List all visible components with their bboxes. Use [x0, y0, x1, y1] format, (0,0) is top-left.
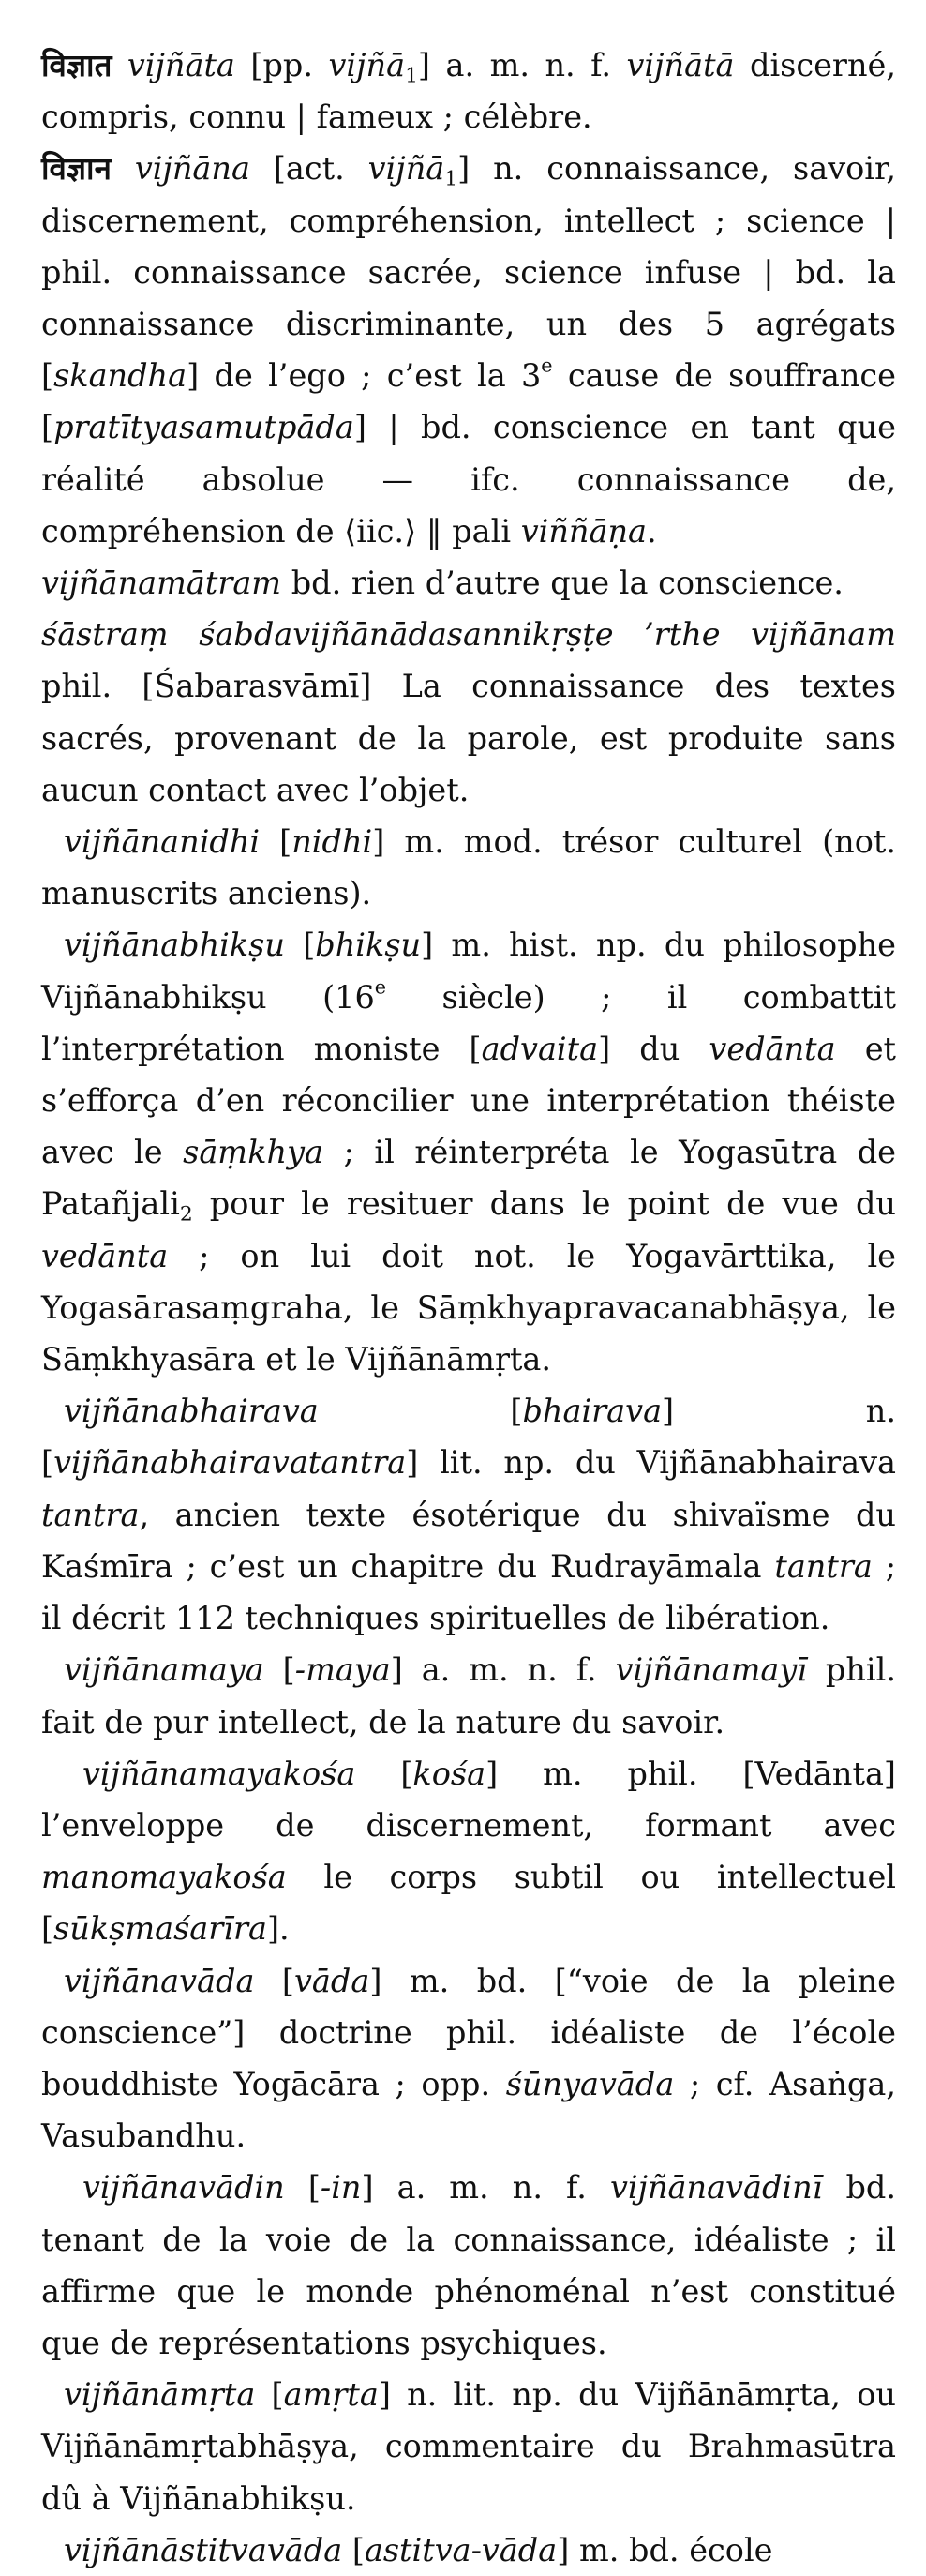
definition-text: ; il réinterpréta le Yogasūtra de Patañjali	[41, 1134, 896, 1223]
feminine-form: vijñātā	[626, 47, 735, 83]
sanskrit-term: advaita	[481, 1030, 599, 1067]
sanskrit-term: śūnyavāda	[505, 2065, 675, 2102]
sanskrit-term: sūkṣmaśarīra	[53, 1910, 267, 1948]
entry-vijnanamrta	[41, 2369, 896, 2524]
entry-vijnanastitvavada	[41, 2524, 896, 2576]
entry-vijnana	[41, 143, 896, 557]
definition-text: [	[254, 1962, 294, 1999]
headword: vijñānanidhi	[64, 823, 261, 861]
devanagari-headword: विज्ञात	[41, 47, 112, 83]
headword: vijñānabhikṣu	[64, 926, 285, 964]
definition-text: le corps subtil ou intellectuel [	[41, 1859, 896, 1948]
definition-text: .	[647, 512, 657, 550]
sanskrit-term: pratītyasamutpāda	[53, 409, 354, 446]
definition-text: [	[318, 1393, 523, 1430]
definition-text: ] n. lit. np. du Vijñānāmṛta, ou Vijñānāmṛtabhāṣya, commentaire du Brahmasūtra dû à Vijñānabhikṣu.	[41, 2376, 896, 2517]
etymology-ref: -in	[320, 2169, 362, 2207]
definition-text: ] m. bd. école	[557, 2531, 773, 2568]
definition-text: et s’efforça d’en réconcilier une interprétation théiste avec le	[41, 1030, 896, 1171]
homonym-index: 2	[179, 1203, 193, 1227]
etymology-ref: vijñā	[367, 150, 445, 188]
definition-text: ] a. m. n. f.	[361, 2169, 610, 2207]
definition-text: ; il décrit 112 techniques spirituelles de libération.	[41, 1547, 896, 1637]
definition-text: ] a. m. n. f.	[390, 1651, 616, 1689]
etymology-ref: vijñānabhairavatantra	[53, 1444, 407, 1482]
headword: vijñāta	[127, 47, 235, 83]
etymology-ref: -maya	[294, 1651, 391, 1689]
definition-text: pour le resituer dans le point de vue du	[192, 1185, 896, 1223]
headword: vijñānabhairava	[64, 1393, 319, 1430]
quotation: śāstraṃ śabdavijñānādasannikṛṣṭe ’rthe vijñānam	[41, 616, 896, 654]
sanskrit-term: sāṃkhya	[183, 1134, 324, 1171]
definition-text: ; on lui doit not. le Yogavārttika, le Yogasārasaṃgraha, le Sāṃkhyapravacanabhāṣya, le Sāṃkhyasāra et le Vijñānāmṛta.	[41, 1237, 896, 1378]
entry-vijnanamaya	[41, 1644, 896, 1747]
pali-term: viññāṇa	[520, 512, 648, 550]
definition-text: ] a. m. n. f.	[417, 47, 627, 83]
definition-text: ] m. bd. [“voie de la pleine conscience”] doctrine phil. idéaliste de l’école bouddhiste Yogācāra ; opp.	[41, 1962, 896, 2102]
entry-vijnanavadin	[41, 2162, 896, 2369]
entry-vijnanavada	[41, 1955, 896, 2162]
etymology-ref: bhairava	[522, 1393, 663, 1430]
definition-text: [	[342, 2531, 365, 2568]
feminine-form: vijñānamayī	[615, 1651, 807, 1689]
definition-text: siècle) ; il combattit l’interprétation moniste [	[41, 978, 896, 1067]
definition-text: [	[355, 1755, 413, 1792]
headword: vijñānavāda	[64, 1962, 255, 1999]
definition-text: , ancien texte ésotérique du shivaïsme du Kaśmīra ; c’est un chapitre du Rudrayāmala	[41, 1496, 896, 1585]
entry-quotation	[41, 609, 896, 816]
feminine-form: vijñānavādinī	[609, 2169, 823, 2207]
entry-vijnanamayakosa	[41, 1748, 896, 1955]
definition-text: [pp.	[234, 47, 329, 83]
etymology-ref: bhikṣu	[315, 926, 422, 964]
definition-text: ] de l’ego ; c’est la 3	[187, 357, 542, 395]
definition-text: [	[260, 823, 292, 861]
entry-vijnata	[41, 39, 896, 143]
definition-text: ].	[266, 1910, 290, 1948]
definition-text: ; cf. Asaṅga, Vasubandhu.	[41, 2065, 896, 2155]
etymology-ref: vijñā	[328, 47, 406, 83]
definition-text: [	[284, 2169, 321, 2207]
definition-text: ] du	[598, 1030, 709, 1067]
entry-vijnanamatram	[41, 557, 896, 609]
definition-text: phil. fait de pur intellect, de la nature du savoir.	[41, 1651, 896, 1740]
etymology-ref: astitva-vāda	[364, 2531, 558, 2568]
definition-text: ] n. [	[41, 1393, 896, 1482]
definition-text: bd. rien d’autre que la conscience.	[281, 565, 844, 602]
headword: vijñānāmṛta	[64, 2376, 256, 2414]
definition-text: ] m. mod. trésor culturel (not. manuscrits anciens).	[41, 823, 897, 912]
definition-text: ] | bd. conscience en tant que réalité absolue — ifc. connaissance de, compréhension de ⟨iic.⟩ ‖ pali	[41, 409, 896, 550]
sanskrit-term: vedānta	[709, 1030, 836, 1067]
definition-text: discerné, compris, connu | fameux ; célèbre.	[41, 47, 896, 136]
entry-vijnanabhairava	[41, 1385, 896, 1644]
sanskrit-term: manomayakośa	[41, 1859, 287, 1896]
definition-text: [	[263, 1651, 295, 1689]
sanskrit-term: tantra	[774, 1547, 873, 1585]
definition-text: ] m. phil. [Vedānta] l’enveloppe de discernement, formant avec	[41, 1755, 896, 1844]
headword: vijñānamayakośa	[82, 1755, 356, 1792]
etymology-ref: kośa	[412, 1755, 486, 1792]
entry-vijnananidhi	[41, 816, 896, 919]
definition-text: ] lit. np. du Vijñānabhairava	[406, 1444, 896, 1482]
homonym-index: 1	[444, 167, 458, 191]
definition-text: ] m. hist. np. du philosophe Vijñānabhikṣu (16	[41, 926, 896, 1016]
headword: vijñānāstitvavāda	[64, 2531, 343, 2568]
definition-text: ] n. connaissance, savoir, discernement, compréhension, intellect ; science | phil. connaissance sacrée, science infuse | bd. la connaissance discriminante, un des 5 agrégats [	[41, 150, 896, 395]
definition-text: cause de souffrance [	[41, 357, 896, 446]
entry-vijnanabhiksu	[41, 919, 896, 1385]
ordinal-superscript: e	[374, 975, 387, 999]
ordinal-superscript: e	[541, 354, 553, 377]
devanagari-headword: विज्ञान	[41, 150, 112, 188]
headword: vijñānamātram	[41, 565, 282, 602]
etymology-ref: amṛta	[283, 2376, 379, 2414]
etymology-ref: vāda	[293, 1962, 370, 1999]
definition-text: [act.	[249, 150, 368, 188]
sanskrit-term: tantra	[41, 1496, 140, 1533]
etymology-ref: nidhi	[291, 823, 373, 861]
definition-text: [	[255, 2376, 284, 2414]
definition-text: phil. [Śabarasvāmī] La connaissance des textes sacrés, provenant de la parole, est produite sans aucun contact avec l’objet.	[41, 668, 896, 808]
sanskrit-term: skandha	[53, 357, 187, 395]
headword: vijñāna	[134, 150, 250, 188]
homonym-index: 1	[405, 64, 418, 88]
sanskrit-term: vedānta	[41, 1237, 169, 1274]
definition-text: [	[284, 926, 316, 964]
headword: vijñānavādin	[82, 2169, 285, 2207]
headword: vijñānamaya	[64, 1651, 264, 1689]
definition-text: bd. tenant de la voie de la connaissance, idéaliste ; il affirme que le monde phénoménal n’est constitué que de représentations psychiques.	[41, 2169, 896, 2361]
